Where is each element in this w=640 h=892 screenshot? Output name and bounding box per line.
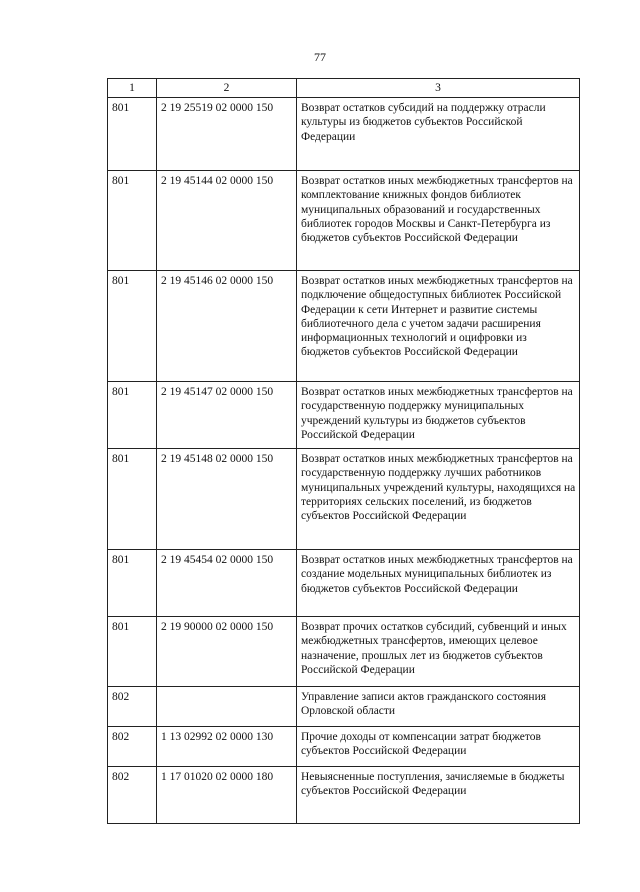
admin-code-cell: 801	[108, 271, 157, 382]
table-row	[108, 727, 580, 767]
income-name-cell: Возврат прочих остатков субсидий, субвенций и иных межбюджетных трансфертов, имеющих целевое назначение, прошлых лет из бюджетов субъектов Российской Федерации	[297, 617, 580, 687]
admin-code-cell: 801	[108, 449, 157, 550]
budget-code-cell: 2 19 25519 02 0000 150	[157, 98, 297, 171]
table-row	[108, 98, 580, 171]
income-name-cell: Возврат остатков иных межбюджетных трансфертов на комплектование книжных фондов библиотек муниципальных образований и государственных библиотек городов Москвы и Санкт-Петербурга из бюджетов субъектов Российской Федерации	[297, 171, 580, 271]
admin-code-cell: 802	[108, 767, 157, 824]
income-name-cell: Управление записи актов гражданского состояния Орловской области	[297, 687, 580, 727]
header-row	[108, 79, 580, 98]
table-row	[108, 171, 580, 271]
page-number: 77	[314, 50, 326, 64]
admin-code-cell: 801	[108, 550, 157, 617]
income-name-cell: Прочие доходы от компенсации затрат бюджетов субъектов Российской Федерации	[297, 727, 580, 767]
admin-code-cell: 802	[108, 687, 157, 727]
budget-code-cell: 2 19 45148 02 0000 150	[157, 449, 297, 550]
admin-code-cell: 801	[108, 617, 157, 687]
income-name-cell: Возврат остатков субсидий на поддержку отрасли культуры из бюджетов субъектов Российской Федерации	[297, 98, 580, 171]
admin-code-cell: 801	[108, 98, 157, 171]
budget-codes-table	[107, 78, 580, 824]
table-row	[108, 550, 580, 617]
income-name-cell: Возврат остатков иных межбюджетных трансфертов на подключение общедоступных библиотек Российской Федерации к сети Интернет и развитие системы библиотечного дела с учетом задачи расширения информационных технологий и оцифровки из бюджетов субъектов Российской Федерации	[297, 271, 580, 382]
budget-code-cell	[157, 687, 297, 727]
income-name-cell: Возврат остатков иных межбюджетных трансфертов на государственную поддержку муниципальных учреждений культуры из бюджетов субъектов Российской Федерации	[297, 382, 580, 449]
column-header-2: 2	[157, 79, 297, 98]
income-name-cell: Возврат остатков иных межбюджетных трансфертов на государственную поддержку лучших работников муниципальных учреждений культуры, находящихся на территориях сельских поселений, из бюджетов субъектов Российской Федерации	[297, 449, 580, 550]
table-row	[108, 617, 580, 687]
admin-code-cell: 801	[108, 171, 157, 271]
table-row	[108, 449, 580, 550]
budget-code-cell: 1 13 02992 02 0000 130	[157, 727, 297, 767]
budget-code-cell: 2 19 45454 02 0000 150	[157, 550, 297, 617]
budget-code-cell: 2 19 45144 02 0000 150	[157, 171, 297, 271]
income-name-cell: Возврат остатков иных межбюджетных трансфертов на создание модельных муниципальных библиотек из бюджетов субъектов Российской Федерации	[297, 550, 580, 617]
table-row	[108, 687, 580, 727]
table-row	[108, 382, 580, 449]
budget-code-cell: 2 19 90000 02 0000 150	[157, 617, 297, 687]
budget-code-cell: 2 19 45147 02 0000 150	[157, 382, 297, 449]
column-header-1: 1	[108, 79, 157, 98]
table-row	[108, 271, 580, 382]
budget-code-cell: 2 19 45146 02 0000 150	[157, 271, 297, 382]
table-row	[108, 767, 580, 824]
budget-code-cell: 1 17 01020 02 0000 180	[157, 767, 297, 824]
column-header-3: 3	[297, 79, 580, 98]
admin-code-cell: 801	[108, 382, 157, 449]
income-name-cell: Невыясненные поступления, зачисляемые в бюджеты субъектов Российской Федерации	[297, 767, 580, 824]
admin-code-cell: 802	[108, 727, 157, 767]
